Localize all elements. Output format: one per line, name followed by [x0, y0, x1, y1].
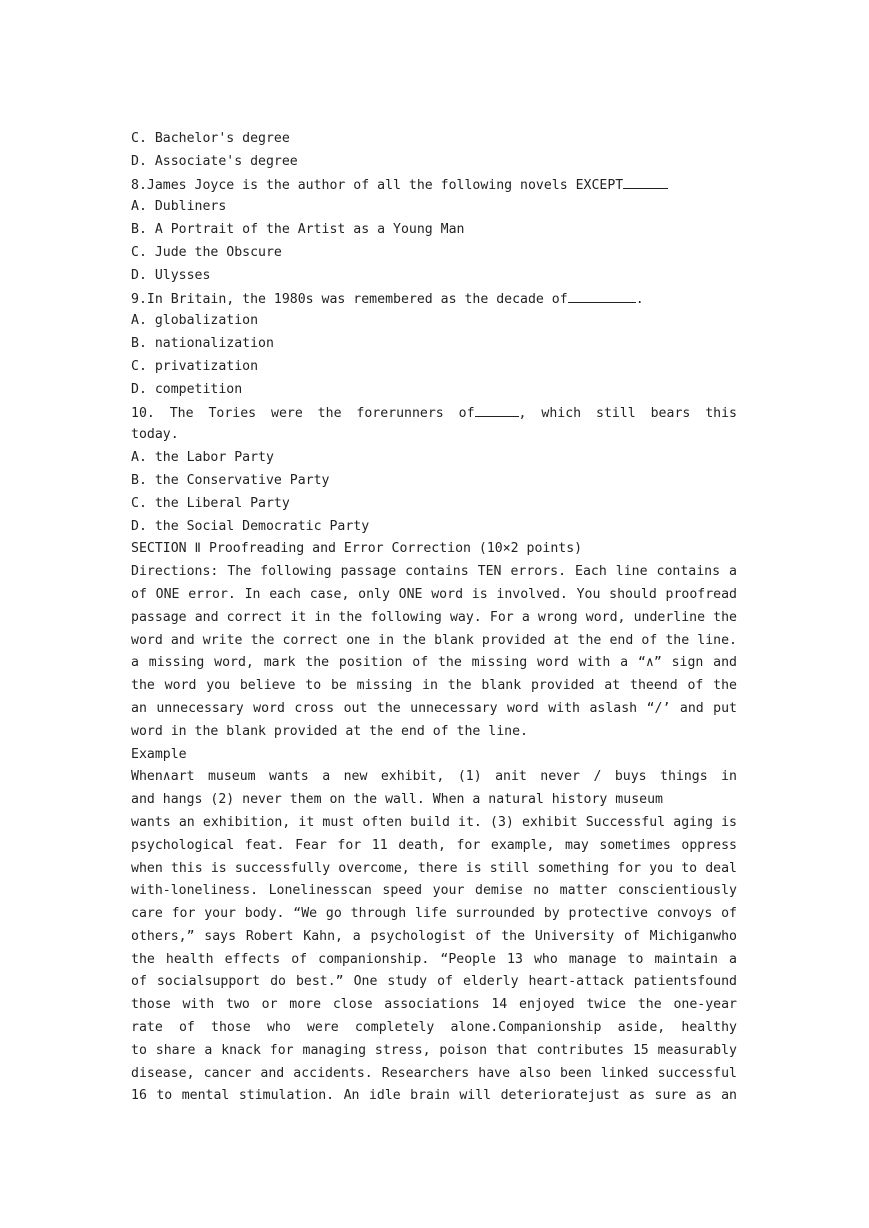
q9-option-a: A. globalization: [131, 313, 259, 329]
section-2-title: SECTION Ⅱ Proofreading and Error Correction (10×2 points): [131, 541, 583, 557]
q10-stem: [131, 402, 737, 425]
document-page: [131, 128, 737, 1108]
q8-stem-text: 8.James Joyce is the author of all the following novels EXCEPT: [131, 177, 624, 193]
q10-option-a: A. the Labor Party: [131, 450, 274, 466]
directions-line: word and write the correct one in the blank provided at the end of the line.: [131, 632, 737, 648]
passage-line: 16 to mental stimulation. An idle brain will deterioratejust as sure as an: [131, 1088, 737, 1104]
q9-option-b: B. nationalization: [131, 336, 274, 352]
q8-option-b: B. A Portrait of the Artist as a Young Man: [131, 222, 465, 238]
passage-line: wants an exhibition, it must often build it. (3) exhibit Successful aging is: [131, 814, 737, 830]
passage-line: those with two or more close associations 14 enjoyed twice the one-year: [131, 997, 737, 1013]
q10-option-c: C. the Liberal Party: [131, 495, 290, 511]
example-label: Example: [131, 746, 187, 762]
q9-option-d: D. competition: [131, 381, 243, 397]
passage-line: rate of those who were completely alone.Companionship aside, healthy: [131, 1020, 737, 1036]
q8-option-a: A. Dubliners: [131, 199, 227, 215]
directions-line: an unnecessary word cross out the unnecessary word with aslash “/’ and put: [131, 700, 737, 716]
directions-line: the word you believe to be missing in the blank provided at theend of the: [131, 678, 737, 694]
q9-answer-blank: [568, 288, 636, 303]
passage-line: with-loneliness. Lonelinesscan speed your demise no matter conscientiously: [131, 883, 737, 899]
q9-stem-text: 9.In Britain, the 1980s was remembered as the decade of: [131, 291, 568, 307]
q9-option-c: C. privatization: [131, 358, 259, 374]
passage-line: of socialsupport do best.” One study of elderly heart-attack patientsfound: [131, 974, 737, 990]
q9-stem-end: .: [635, 291, 644, 307]
directions-line: a missing word, mark the position of the missing word with a “∧” sign and: [131, 655, 737, 671]
q8-option-c: C. Jude the Obscure: [131, 244, 282, 260]
q10-option-d: D. the Social Democratic Party: [131, 518, 370, 534]
q10-answer-blank: [475, 402, 519, 417]
passage-line: care for your body. “We go through life surrounded by protective convoys of: [131, 906, 737, 922]
passage-line: disease, cancer and accidents. Researchers have also been linked successful: [131, 1065, 737, 1081]
q10-stem-a: 10. The Tories were the forerunners of: [131, 405, 475, 421]
example-line: When∧art museum wants a new exhibit, (1) anit never / buys things in: [131, 769, 737, 785]
passage-line: others,” says Robert Kahn, a psychologist of the University of Michiganwho: [131, 928, 737, 944]
passage-line: when this is successfully overcome, there is still something for you to deal: [131, 860, 737, 876]
q10-stem-continued: today.: [131, 427, 179, 443]
directions-line: Directions: The following passage contains TEN errors. Each line contains a: [131, 564, 737, 580]
q9-stem: [131, 288, 737, 311]
example-line: and hangs (2) never them on the wall. When a natural history museum: [131, 792, 663, 808]
q8-option-d: D. Ulysses: [131, 267, 211, 283]
q8-stem: [131, 174, 737, 197]
passage-line: the health effects of companionship. “People 13 who manage to maintain a: [131, 951, 737, 967]
q10-option-b: B. the Conservative Party: [131, 472, 330, 488]
passage-line: psychological feat. Fear for 11 death, for example, may sometimes oppress: [131, 837, 737, 853]
passage-line: to share a knack for managing stress, poison that contributes 15 measurably: [131, 1042, 737, 1058]
directions-line: word in the blank provided at the end of the line.: [131, 723, 528, 739]
directions-line: passage and correct it in the following way. For a wrong word, underline the: [131, 609, 737, 625]
q7-option-d: D. Associate's degree: [131, 153, 298, 169]
directions-line: of ONE error. In each case, only ONE word is involved. You should proofread: [131, 586, 737, 602]
q10-stem-b: , which still bears this: [518, 405, 737, 421]
q8-answer-blank: [623, 174, 668, 189]
q7-option-c: C. Bachelor's degree: [131, 131, 290, 146]
